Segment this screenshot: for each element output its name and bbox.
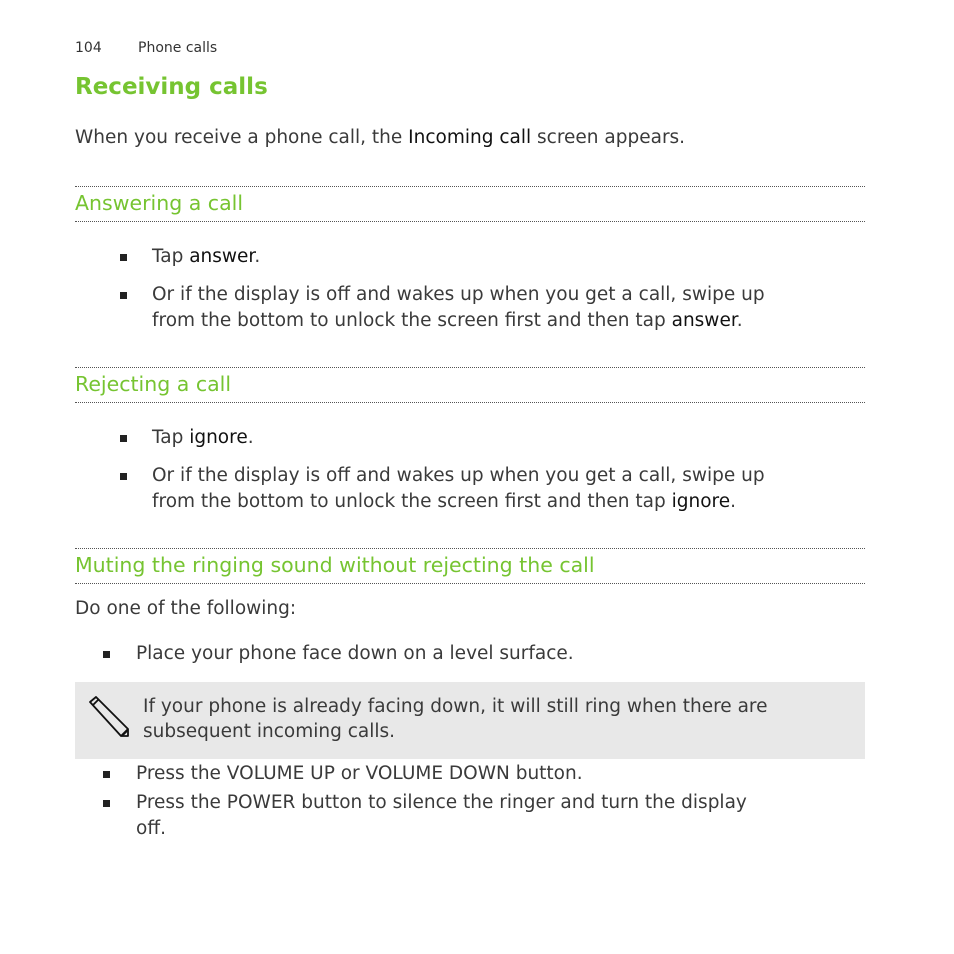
list-item: Press the VOLUME UP or VOLUME DOWN button. [136,763,583,784]
bullet-icon [120,254,127,261]
list-item: Place your phone face down on a level surface. [136,643,574,664]
term-incoming-call: Incoming call [408,127,532,148]
note-text: If your phone is already facing down, it will still ring when there are subsequent incoming calls. [143,696,768,742]
divider [75,186,865,187]
pencil-icon [87,695,129,737]
list-item: Or if the display is off and wakes up when you get a call, swipe up from the bottom to unlock the screen first and then tap ignore. [152,465,765,512]
divider [75,548,865,549]
list-item: Tap answer. [152,246,261,267]
list-item: Press the POWER button to silence the ringer and turn the display off. [136,792,747,839]
page-number: 104 [75,40,102,56]
divider [75,583,865,584]
divider [75,402,865,403]
intro-paragraph: When you receive a phone call, the Incoming call screen appears. [75,127,686,148]
bullet-icon [103,651,110,658]
heading-rejecting: Rejecting a call [75,372,232,396]
note-box [75,682,865,759]
divider [75,221,865,222]
divider [75,367,865,368]
running-header [75,40,217,56]
bullet-icon [120,292,127,299]
bullet-icon [120,473,127,480]
heading-muting: Muting the ringing sound without rejecting the call [75,553,595,577]
list-item: Or if the display is off and wakes up when you get a call, swipe up from the bottom to unlock the screen first and then tap answer. [152,284,765,331]
heading-answering: Answering a call [75,191,244,215]
muting-lead: Do one of the following: [75,598,297,619]
list-item: Tap ignore. [152,427,254,448]
bullet-icon [103,771,110,778]
section-name: Phone calls [138,40,218,56]
bullet-icon [120,435,127,442]
bullet-icon [103,800,110,807]
page-title: Receiving calls [75,74,268,100]
